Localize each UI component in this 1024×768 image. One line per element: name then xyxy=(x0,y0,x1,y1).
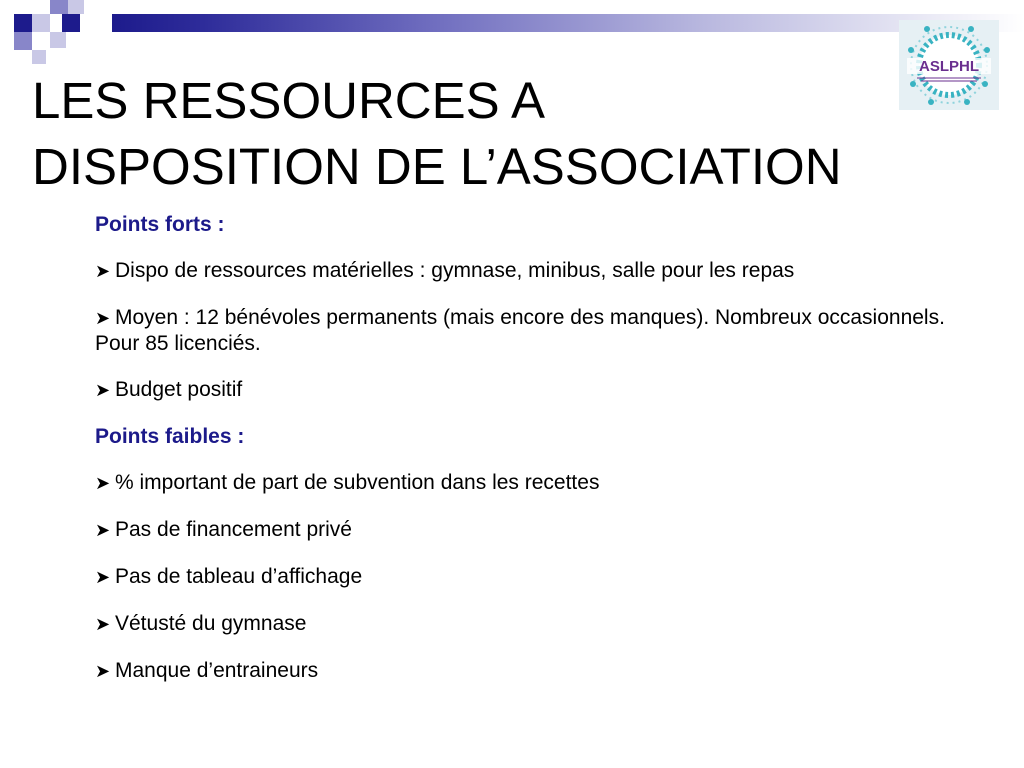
arrowhead-bullet-icon: ➤ xyxy=(95,661,111,681)
arrowhead-bullet-icon: ➤ xyxy=(95,614,111,634)
decor-square-light xyxy=(68,0,84,14)
list-item xyxy=(95,658,985,684)
list-item xyxy=(95,517,985,543)
list-item-text: Pas de tableau d’affichage xyxy=(115,565,363,588)
header-gradient-bar xyxy=(112,14,1024,32)
list-item xyxy=(95,305,985,356)
arrowhead-bullet-icon: ➤ xyxy=(95,308,111,328)
slide-title-line-2: DISPOSITION DE L’ASSOCIATION xyxy=(32,138,842,195)
list-item-text: % important de part de subvention dans les recettes xyxy=(115,471,600,494)
list-item xyxy=(95,258,985,284)
list-item-text: Dispo de ressources matérielles : gymnase, minibus, salle pour les repas xyxy=(115,259,795,282)
list-item-text: Vétusté du gymnase xyxy=(115,612,307,635)
arrowhead-bullet-icon: ➤ xyxy=(95,261,111,281)
slide-title xyxy=(32,68,912,200)
arrowhead-bullet-icon: ➤ xyxy=(95,473,111,493)
decor-square-light xyxy=(32,50,46,64)
decor-square-navy xyxy=(62,14,80,32)
list-item xyxy=(95,470,985,496)
logo-emblem-icon xyxy=(899,20,999,110)
list-item-text: Manque d’entraineurs xyxy=(115,659,319,682)
arrowhead-bullet-icon: ➤ xyxy=(95,567,111,587)
slide-title-line-1: LES RESSOURCES A xyxy=(32,72,546,129)
list-item-text: Moyen : 12 bénévoles permanents (mais encore des manques). Nombreux occasionnels. Pour 85 licenciés. xyxy=(95,306,945,355)
decor-square-mid xyxy=(14,32,32,50)
list-item xyxy=(95,564,985,590)
decor-square-mid xyxy=(50,0,68,14)
decor-square-light xyxy=(32,14,50,32)
arrowhead-bullet-icon: ➤ xyxy=(95,380,111,400)
logo-text: ASLPHL xyxy=(919,58,979,75)
decor-square-light xyxy=(50,32,66,48)
list-item xyxy=(95,377,985,403)
decor-square-navy xyxy=(14,14,32,32)
list-item-text: Budget positif xyxy=(115,378,243,401)
section-heading-weaknesses: Points faibles : xyxy=(95,425,245,448)
arrowhead-bullet-icon: ➤ xyxy=(95,520,111,540)
association-logo xyxy=(899,20,999,110)
section-heading-strengths: Points forts : xyxy=(95,213,225,236)
list-item xyxy=(95,611,985,637)
list-item-text: Pas de financement privé xyxy=(115,518,352,541)
slide-body xyxy=(95,212,985,705)
